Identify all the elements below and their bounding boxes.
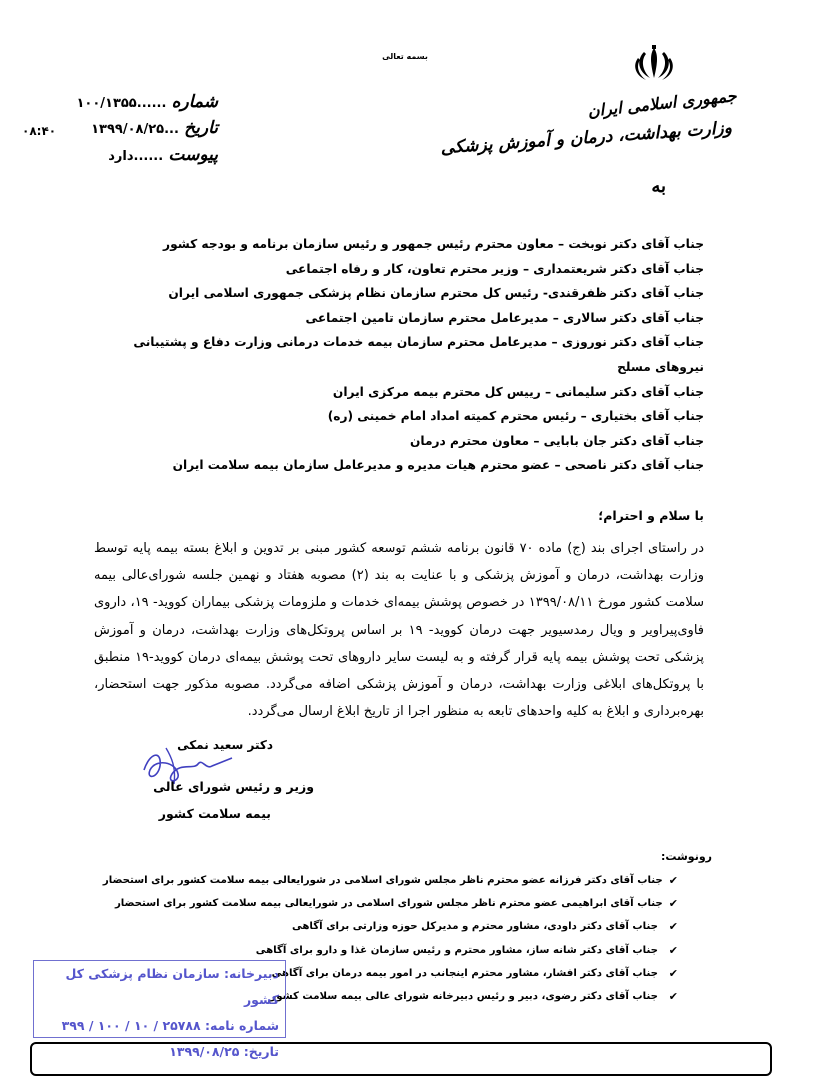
signer-title-line2: بیمه سلامت کشور [158, 806, 271, 821]
stamp-line-date: تاریخ: ۱۳۹۹/۰۸/۲۵ [169, 1044, 279, 1059]
letter-number-row [76, 92, 218, 112]
addressee-list [94, 232, 704, 478]
addressee-item: جناب آقای دکتر ناصحی – عضو محترم هیات مدیره و مدیرعامل سازمان بیمه سلامت ایران [172, 458, 704, 473]
iran-emblem-icon [628, 44, 680, 84]
addressee-item: جناب آقای دکتر جان بابایی – معاون محترم درمان [410, 433, 704, 448]
recipient-prefix: به [651, 176, 666, 197]
copies-label: رونوشت: [660, 850, 712, 863]
letter-attachment-row [108, 145, 218, 165]
addressee-item: جناب آقای دکتر سلیمانی – رییس کل محترم بیمه مرکزی ایران [332, 384, 704, 399]
letter-body: در راستای اجرای بند (ج) ماده ۷۰ قانون برنامه ششم توسعه کشور مبنی بر تدوین و ابلاغ بسته بیمه پایه توسط وزارت بهداشت، درمان و آموزش پزشکی و با عنایت به بند (۲) مصوبه هفتاد و نهمین جلسه شورای‌عالی بیمه سلامت کشور مورخ ۱۳۹۹/۰۸/۱۱ در خصوص پوشش بیمه‌ای خدمات و ملزومات پزشکی بیماران کووید- ۱۹، داروی فاوی‌پیراویر و ویال رمدسیویر جهت درمان کووید- ۱۹ بر اساس پروتکل‌های وزارت بهداشت، درمان و آموزش پزشکی تحت پوشش بیمه پایه قرار گرفته و به لیست سایر داروهای تحت پوشش بیمه‌ای درمان کووید-۱۹ منطبق با پروتکل‌های ابلاغی وزارت بهداشت، درمان و آموزش پزشکی اضافه می‌گردد. مصوبه مذکور جهت استحضار، بهره‌برداری و ابلاغ به کلیه واحدهای تابعه به منظور اجرا از تاریخ ابلاغ ارسال می‌گردد. [94, 541, 705, 720]
addressee-item: جناب آقای دکتر نوروزی – مدیرعامل محترم سازمان بیمه خدمات درمانی وزارت دفاع و پشتیبانی نیروهای مسلح [133, 335, 704, 374]
addressee-item: جناب آقای دکتر نوبخت – معاون محترم رئیس جمهور و رئیس سازمان برنامه و بودجه کشور [163, 237, 704, 251]
date-value: ...۱۳۹۹/۰۸/۲۵ [91, 122, 179, 137]
date-label: تاریخ [184, 118, 218, 138]
number-label: شماره [171, 92, 218, 112]
copy-item: ✔ جناب آقای دکتر داودی، مشاور محترم و مدیرکل حوزه وزارتی برای آگاهی [118, 915, 678, 938]
logo-republic-name: جمهوری اسلامی ایران [586, 86, 737, 121]
check-icon: ✔ [668, 943, 678, 957]
number-value: ......۱۰۰/۱۳۵۵ [76, 96, 167, 111]
check-icon: ✔ [668, 990, 678, 1004]
secretariat-stamp [33, 960, 286, 1059]
addressee-item: جناب آقای دکتر سالاری – مدیرعامل محترم سازمان تامین اجتماعی [305, 310, 704, 325]
check-icon: ✔ [668, 874, 678, 887]
addressee-item: جناب آقای دکتر ظفرقندی- رئیس کل محترم سازمان نظام پزشکی جمهوری اسلامی ایران [168, 286, 704, 301]
letter-date-row [91, 118, 218, 138]
footer-frame [30, 1042, 772, 1076]
greeting: با سلام و احترام؛ [598, 508, 704, 523]
signer-name: دکتر سعید نمکی [177, 738, 273, 752]
stamp-line-number: شماره نامه: ۲۵۷۸۸ / ۱۰ / ۱۰۰ / ۳۹۹ [61, 1018, 279, 1033]
stamp-line-secretariat: دبیرخانه: سازمان نظام پزشکی کل کشور [65, 966, 279, 1007]
check-icon: ✔ [668, 920, 678, 934]
logo-ministry-name: وزارت بهداشت، درمان و آموزش پزشکی [440, 118, 733, 159]
copy-item: ✔ جناب آقای ابراهیمی عضو محترم ناظر مجلس شورای اسلامی در شورایعالی بیمه سلامت کشور برای استحضار [118, 892, 678, 915]
addressee-item: جناب آقای دکتر شریعتمداری – وزیر محترم تعاون، کار و رفاه اجتماعی [285, 261, 704, 276]
addressee-item: جناب آقای بختیاری – رئیس محترم کمیته امداد امام خمینی (ره) [327, 409, 704, 424]
copy-item: ✔ جناب آقای دکتر شانه ساز، مشاور محترم و رئیس سازمان غذا و دارو برای آگاهی [118, 939, 678, 962]
copy-item: ✔ جناب آقای دکتر رضوی، دبیر و رئیس دبیرخانه شورای عالی بیمه سلامت کشور [118, 985, 678, 1008]
check-icon: ✔ [668, 966, 678, 980]
check-icon: ✔ [668, 897, 678, 911]
copy-item: ✔ جناب آقای دکتر افشار، مشاور محترم اینجانب در امور بیمه درمان برای آگاهی [118, 962, 678, 985]
time-code: ۰۸:۴۰ [22, 124, 57, 138]
basmala: بسمه تعالی [382, 52, 428, 61]
signer-title-line1: وزیر و رئیس شورای عالی [153, 779, 314, 794]
attachment-value: ......دارد [108, 149, 164, 164]
copy-item: ✔ جناب آقای دکتر فرزانه عضو محترم ناظر مجلس شورای اسلامی در شورایعالی بیمه سلامت کشور برای استحضار [118, 869, 678, 892]
attachment-label: پیوست [168, 145, 218, 165]
